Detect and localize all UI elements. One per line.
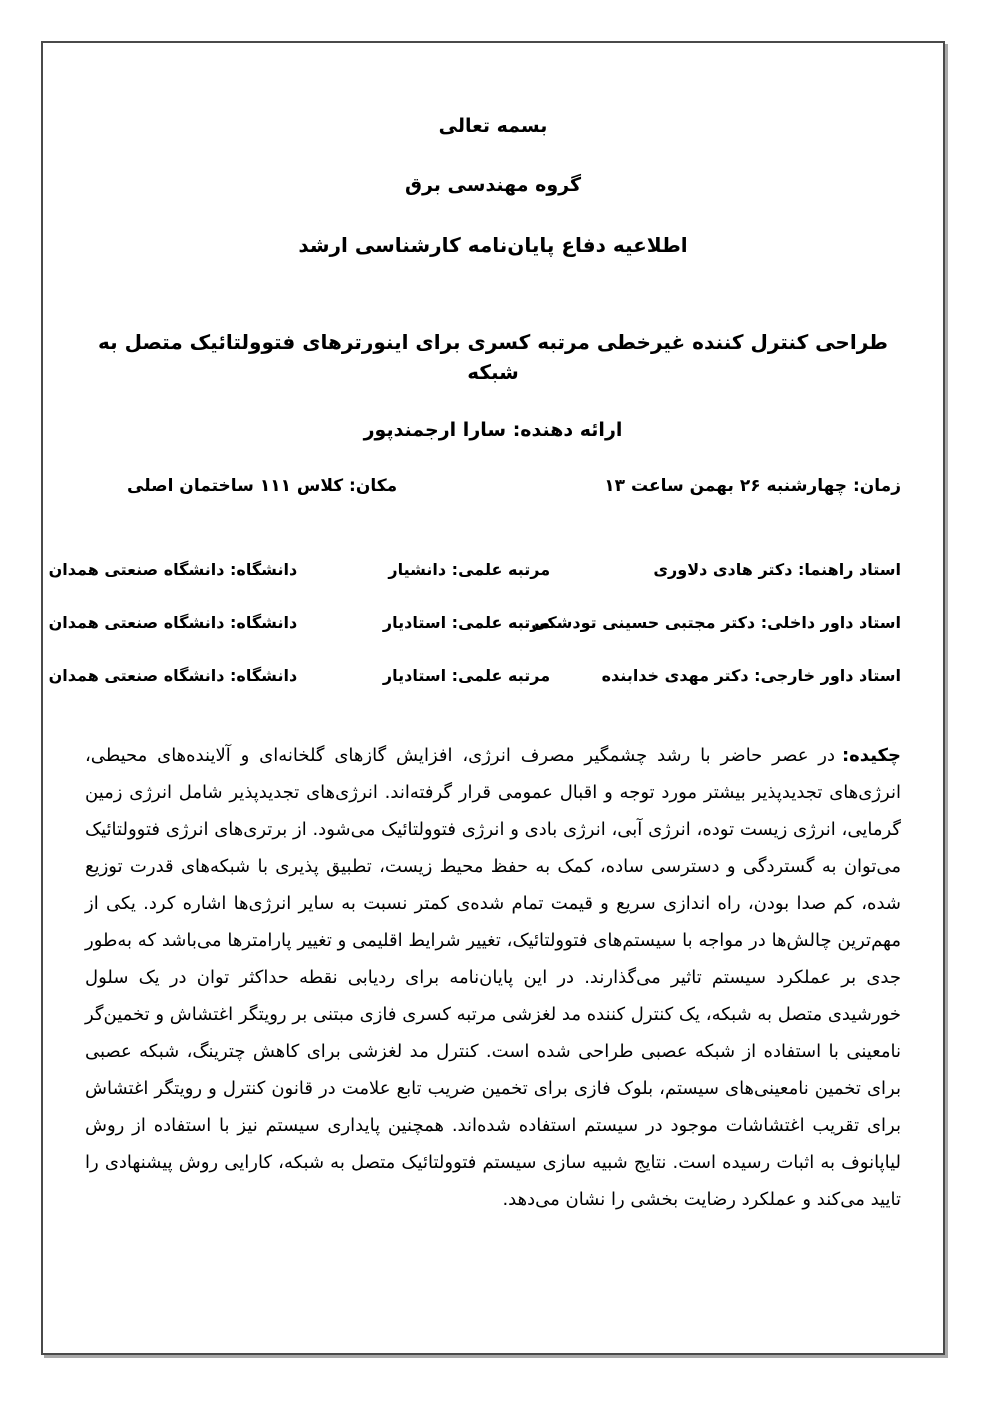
committee-row-internal-examiner [48, 613, 901, 632]
external-examiner-name: استاد داور خارجی: دکتر مهدی خدابنده [601, 666, 901, 685]
department-line: گروه مهندسی برق [404, 174, 581, 196]
defense-time-text: زمان: چهارشنبه ۲۶ بهمن ساعت ۱۳ [604, 476, 901, 496]
page-border-frame [41, 41, 945, 1355]
committee-row-supervisor [48, 560, 901, 579]
bismillah-line: بسمه تعالی [438, 115, 548, 137]
page-content [43, 115, 943, 1218]
defense-announcement-heading: اطلاعیه دفاع پایان‌نامه کارشناسی ارشد [298, 233, 688, 257]
thesis-title: طراحی کنترل کننده غیرخطی مرتبه کسری برای اینورترهای فتوولتائیک متصل به شبکه [98, 330, 888, 384]
internal-examiner-rank: مرتبه علمی: استادیار [382, 613, 551, 632]
committee-row-external-examiner [48, 666, 901, 685]
abstract-text: در عصر حاضر با رشد چشمگیر مصرف انرژی، افزایش گازهای گلخانه‌ای و آلاینده‌های محیطی، انرژی‌های تجدیدپذیر بیشتر مورد توجه و اقبال عمومی قرار گرفته‌اند. انرژی‌های تجدیدپذیر شامل انرژی زمین گرمایی، انرژی زیست توده، انرژی آبی، انرژی بادی و انرژی فتوولتائیک می‌شود. از برتری‌های انرژی فتوولتائیک می‌توان به گستردگی و دسترسی ساده، کمک به حفظ محیط زیست، تطبیق پذیری با شبکه‌های قدرت توزیع شده، کم صدا بودن، راه اندازی سریع و قیمت تمام شده‌ی کمتر نسبت به سایر انرژی‌ها اشاره کرد. یکی از مهم‌ترین چالش‌ها در مواجه با سیستم‌های فتوولتائیک، تغییر شرایط اقلیمی و تغییر پارامترها می‌باشد که به‌طور جدی بر عملکرد سیستم تاثیر می‌گذارند. در این پایان‌نامه برای ردیابی نقطه حداکثر توان در یک سلول خورشیدی متصل به شبکه، یک کنترل کننده مد لغزشی مرتبه کسری فازی مبتنی بر رویتگر اغتشاش و تخمین‌گر نامعینی با استفاده از شبکه عصبی طراحی شده است. کنترل مد لغزشی برای کاهش چترینگ، شبکه عصبی برای تخمین نامعینی‌های سیستم، بلوک فازی برای تخمین ضریب تابع علامت در قانون کنترل و رویتگر اغتشاش برای تقریب اغتشاشات موجود در سیستم استفاده شده‌اند. همچنین پایداری سیستم نیز با استفاده از روش لیاپانوف به اثبات رسیده است. نتایج شبیه سازی سیستم فتوولتائیک متصل به شبکه، کارایی روش پیشنهادی را تایید می‌کند و عملکرد رضایت بخشی را نشان می‌دهد. [85, 745, 901, 1210]
abstract-paragraph [85, 737, 901, 1218]
supervisor-rank: مرتبه علمی: دانشیار [388, 560, 551, 579]
time-location-row [85, 476, 901, 496]
external-examiner-rank: مرتبه علمی: استادیار [382, 666, 551, 685]
internal-examiner-name: استاد داور داخلی: دکتر مجتبی حسینی تودشکی [531, 613, 901, 632]
supervisor-university: دانشگاه: دانشگاه صنعتی همدان [48, 560, 298, 579]
supervisor-name: استاد راهنما: دکتر هادی دلاوری [653, 560, 901, 579]
internal-examiner-university: دانشگاه: دانشگاه صنعتی همدان [48, 613, 298, 632]
defense-location-text: مکان: کلاس ۱۱۱ ساختمان اصلی [127, 476, 398, 496]
presenter-line: ارائه دهنده: سارا ارجمندپور [363, 419, 623, 441]
external-examiner-university: دانشگاه: دانشگاه صنعتی همدان [48, 666, 298, 685]
abstract-label: چکیده: [841, 745, 901, 766]
committee-table [48, 560, 901, 685]
